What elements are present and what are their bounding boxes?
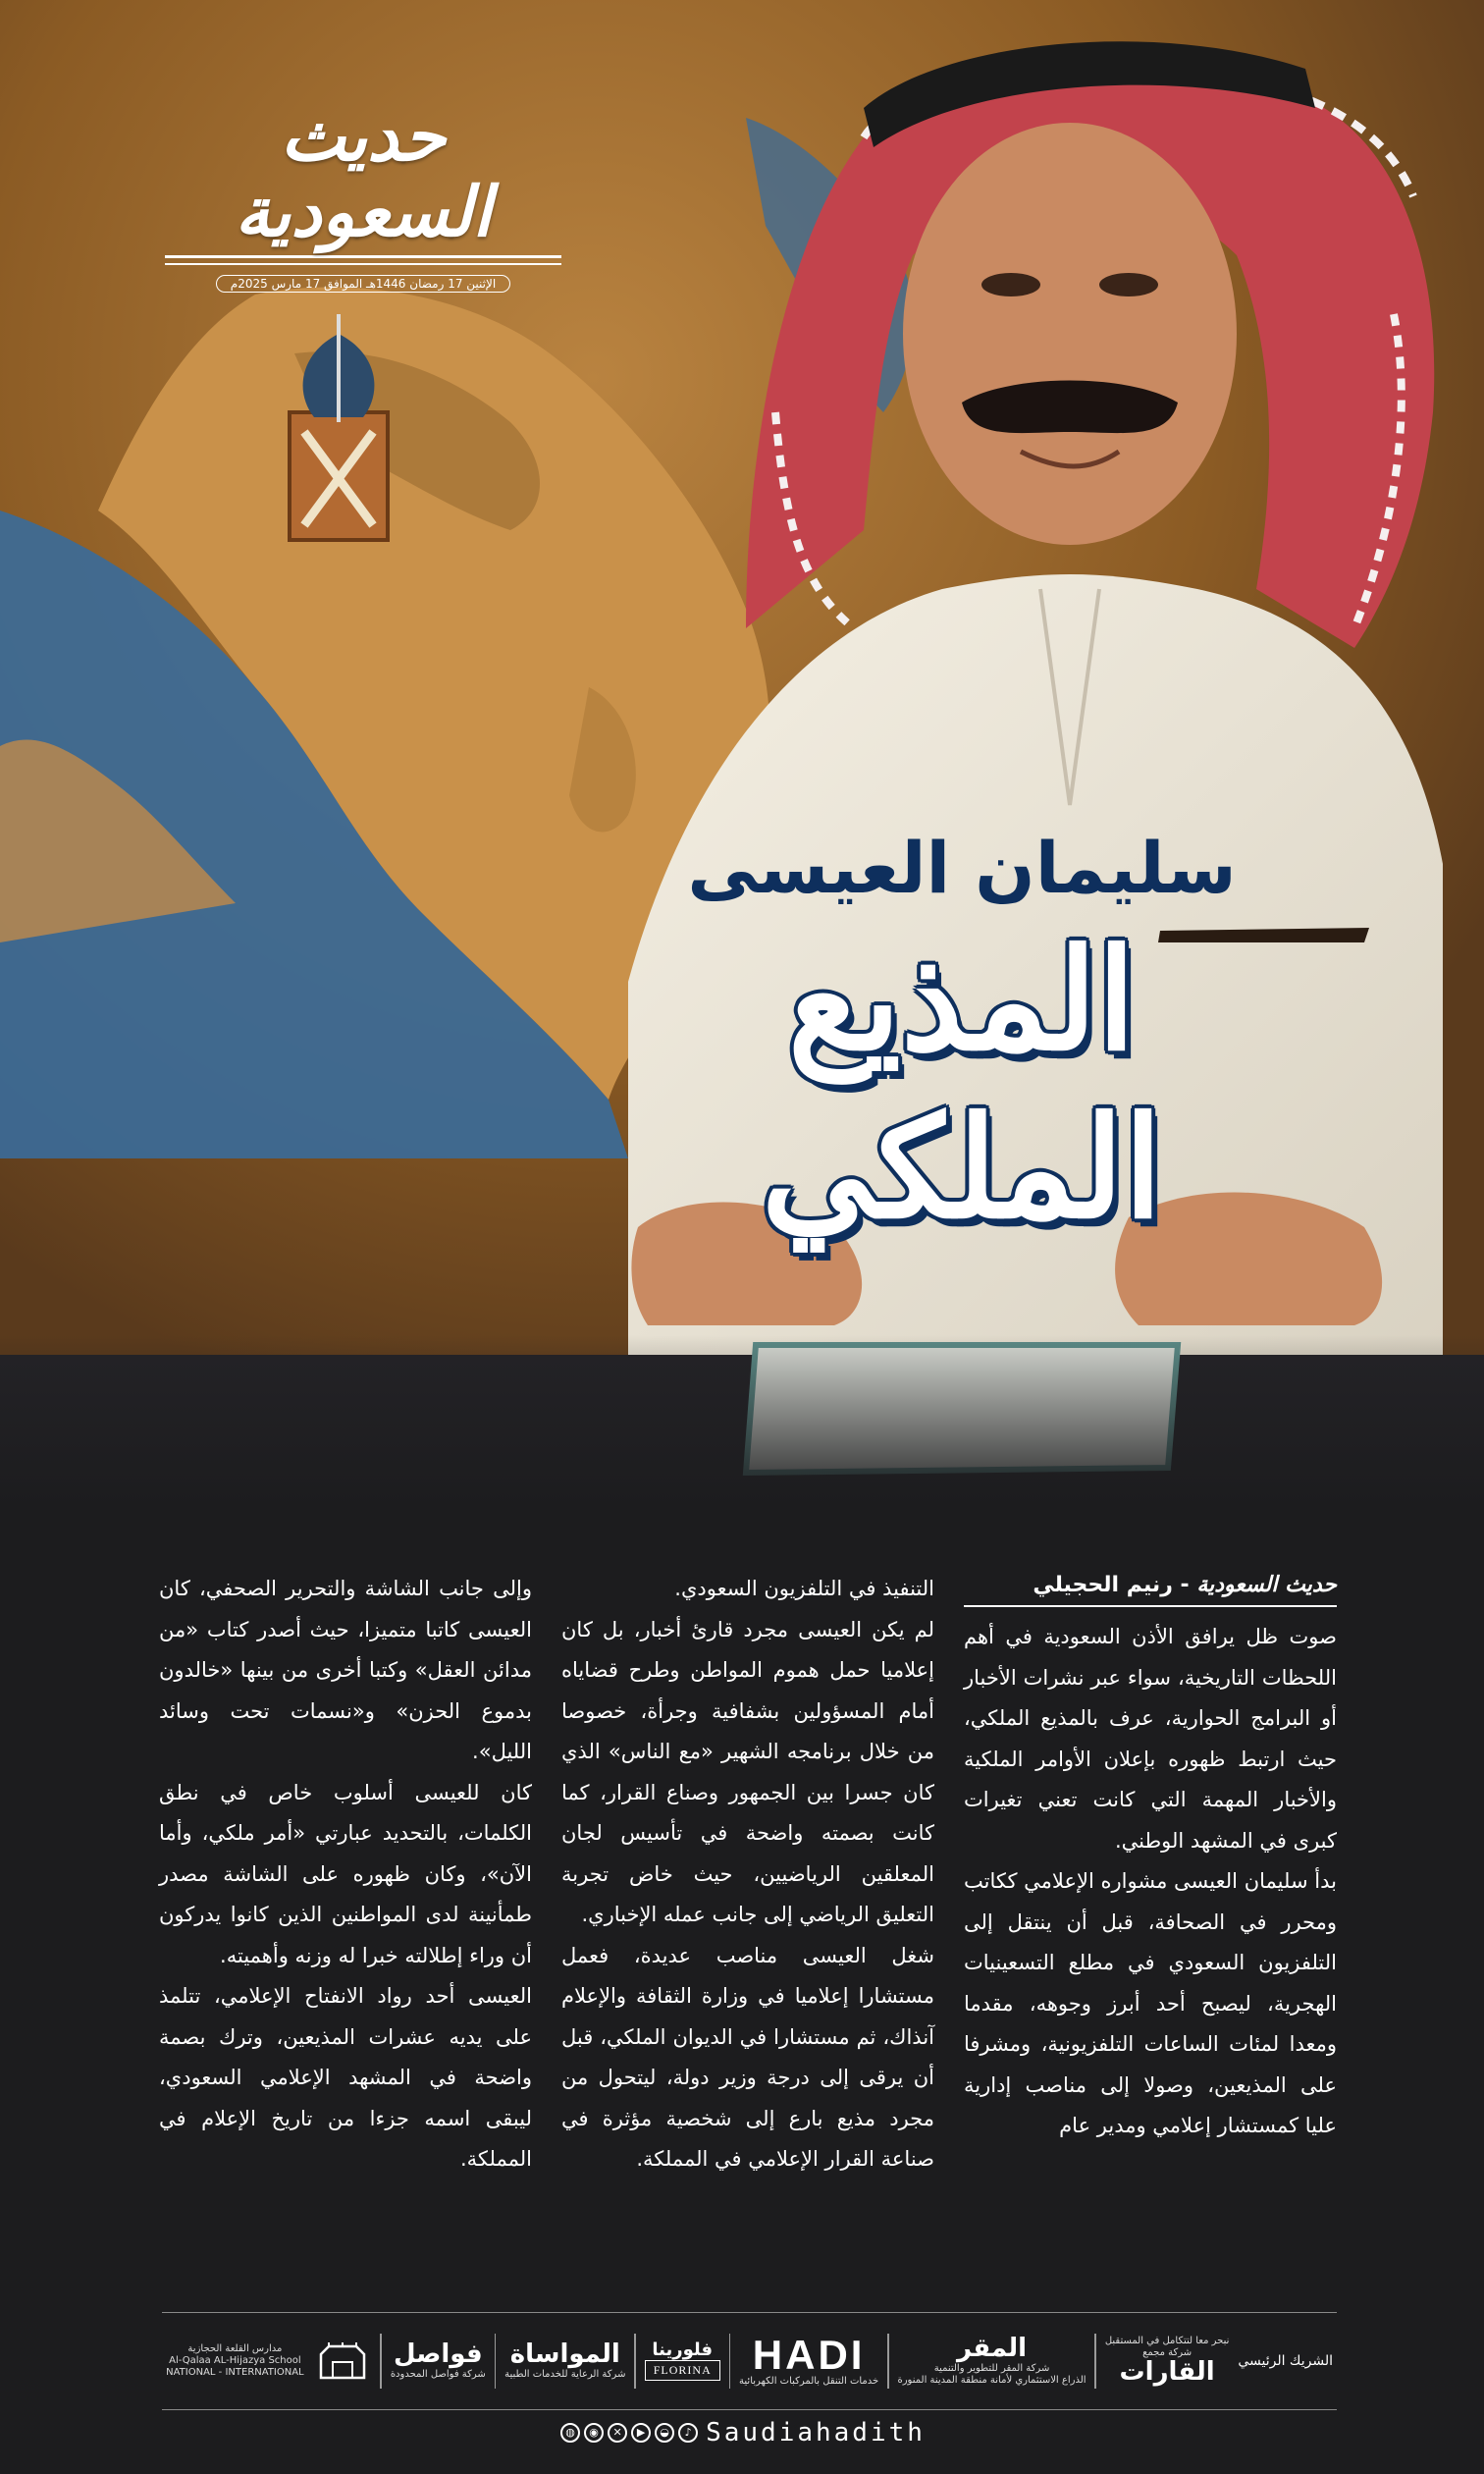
youtube-icon[interactable]: ▶: [631, 2423, 651, 2443]
paragraph: بدأ سليمان العيسى مشواره الإعلامي ككاتب ومحرر في الصحافة، قبل أن ينتقل إلى التلفزيون السعودي في مطلع التسعينيات الهجرية، ليصبح أحد أبرز وجوهه، مقدما ومعدا لمئات الساعات التلفزيونية، ومشرفا على المذيعين، وصولا إلى مناصب إدارية عليا كمستشار إعلامي ومدير عام: [964, 1869, 1337, 2137]
divider: [634, 2334, 636, 2389]
headline: [589, 827, 1335, 1252]
partner-florina-logo[interactable]: فلورينا FLORINA: [645, 2341, 720, 2381]
partners-strip: [162, 2312, 1337, 2410]
partner-school-logo[interactable]: [313, 2340, 372, 2382]
article-column-1: [964, 1569, 1337, 2147]
paragraph: شغل العيسى مناصب عديدة، فعمل مستشارا إعلاميا في وزارة الثقافة والإعلام آنذاك، ثم مستشارا في الديوان الملكي، قبل أن يرقى إلى درجة وزير دولة، ليتحول من مجرد مذيع بارع إلى شخصية مؤثرة في صناعة القرار الإعلامي في المملكة.: [561, 1943, 934, 2171]
article-body: [147, 1569, 1337, 2236]
article-column-3: [159, 1569, 532, 2180]
globe-icon[interactable]: ◍: [560, 2423, 580, 2443]
headline-title: المذيع الملكي: [761, 919, 1163, 1250]
partner-fawasel-logo[interactable]: فواصل شركة فواصل المحدودة: [390, 2340, 486, 2380]
school-crest-icon: [313, 2340, 372, 2382]
partner-alqarat-logo[interactable]: نبحر معا لتتكامل في المستقبل شركة مجمع القارات: [1104, 2336, 1230, 2388]
paragraph: وإلى جانب الشاشة والتحرير الصحفي، كان العيسى كاتبا متميزا، حيث أصدر كتاب «من مدائن العقل» وكتبا أخرى من بينها «خالدون بدموع الحزن» و«نسمات تحت وسائد الليل».: [159, 1577, 532, 1763]
byline-author: رنيم الحجيلي: [1033, 1573, 1173, 1597]
divider: [729, 2334, 731, 2389]
masthead: [157, 95, 569, 293]
divider: [1094, 2334, 1096, 2389]
partner-almaqarr-logo[interactable]: المقر شركة المقر للتطوير والتنمية الذراع الاستثماري لأمانة منطقة المدينة المنورة: [897, 2334, 1086, 2386]
divider: [495, 2334, 497, 2389]
main-partner-label: الشريك الرئيسي: [1238, 2353, 1333, 2369]
article-column-2: [561, 1569, 934, 2180]
x-icon[interactable]: ✕: [608, 2423, 627, 2443]
partner-almuwasat-logo[interactable]: المواساة شركة الرعاية للخدمات الطبية: [504, 2340, 626, 2380]
partner-hadi-logo[interactable]: HADI خدمات التنقل بالمركبات الكهربائية: [739, 2332, 879, 2387]
instagram-icon[interactable]: ◉: [584, 2423, 604, 2443]
masthead-rule: [165, 255, 561, 258]
masthead-logo: حديث السعودية: [235, 95, 492, 252]
paragraph: كان للعيسى أسلوب خاص في نطق الكلمات، بالتحديد عبارتي «أمر ملكي، وأما الآن»، وكان ظهوره على الشاشة مصدر طمأنينة لدى المواطنين الذين كانوا يدركون أن وراء إطلالته خبرا له وزنه وأهميته.: [159, 1780, 532, 1967]
divider: [887, 2334, 889, 2389]
paragraph: صوت ظل يرافق الأذن السعودية في أهم اللحظات التاريخية، سواء عبر نشرات الأخبار أو البرامج الحوارية، عرف بالمذيع الملكي، حيث ارتبط ظهوره بإعلان الأوامر الملكية والأخبار المهمة التي كانت تعني تغيرات كبرى في المشهد الوطني.: [964, 1625, 1337, 1853]
byline-brand: حديث السعودية: [1196, 1572, 1337, 1597]
dateline: الإثنين 17 رمضان 1446هـ الموافق 17 مارس 2025م: [216, 275, 510, 293]
snapchat-icon[interactable]: ◒: [655, 2423, 674, 2443]
byline: [964, 1569, 1337, 1607]
divider: [380, 2334, 382, 2389]
paragraph: العيسى أحد رواد الانفتاح الإعلامي، تتلمذ على يديه عشرات المذيعين، وترك بصمة واضحة في المشهد الإعلامي السعودي، ليبقى اسمه جزءا من تاريخ الإعلام في المملكة.: [159, 1984, 532, 2171]
paragraph: لم يكن العيسى مجرد قارئ أخبار، بل كان إعلاميا حمل هموم المواطن وطرح قضاياه أمام المسؤولين بشفافية وجرأة، خصوصا من خلال برنامجه الشهير «مع الناس» الذي كان جسرا بين الجمهور وصناع القرار، كما كانت بصمته واضحة في تأسيس لجان المعلقين الرياضيين، حيث خاض تجربة التعليق الرياضي إلى جانب عمله الإخباري.: [561, 1617, 934, 1926]
tiktok-icon[interactable]: ♪: [678, 2423, 698, 2443]
headline-name: سليمان العيسى: [687, 827, 1237, 909]
partner-school-name: مدارس القلعة الحجازية Al-Qalaa AL-Hijazya School NATIONAL - INTERNATIONAL: [166, 2343, 304, 2378]
paragraph: التنفيذ في التلفزيون السعودي.: [674, 1577, 934, 1600]
masthead-rule-2: [165, 263, 561, 265]
social-handle[interactable]: Saudiahadith: [706, 2417, 926, 2447]
social-footer: [0, 2417, 1484, 2447]
byline-separator: -: [1172, 1573, 1197, 1597]
